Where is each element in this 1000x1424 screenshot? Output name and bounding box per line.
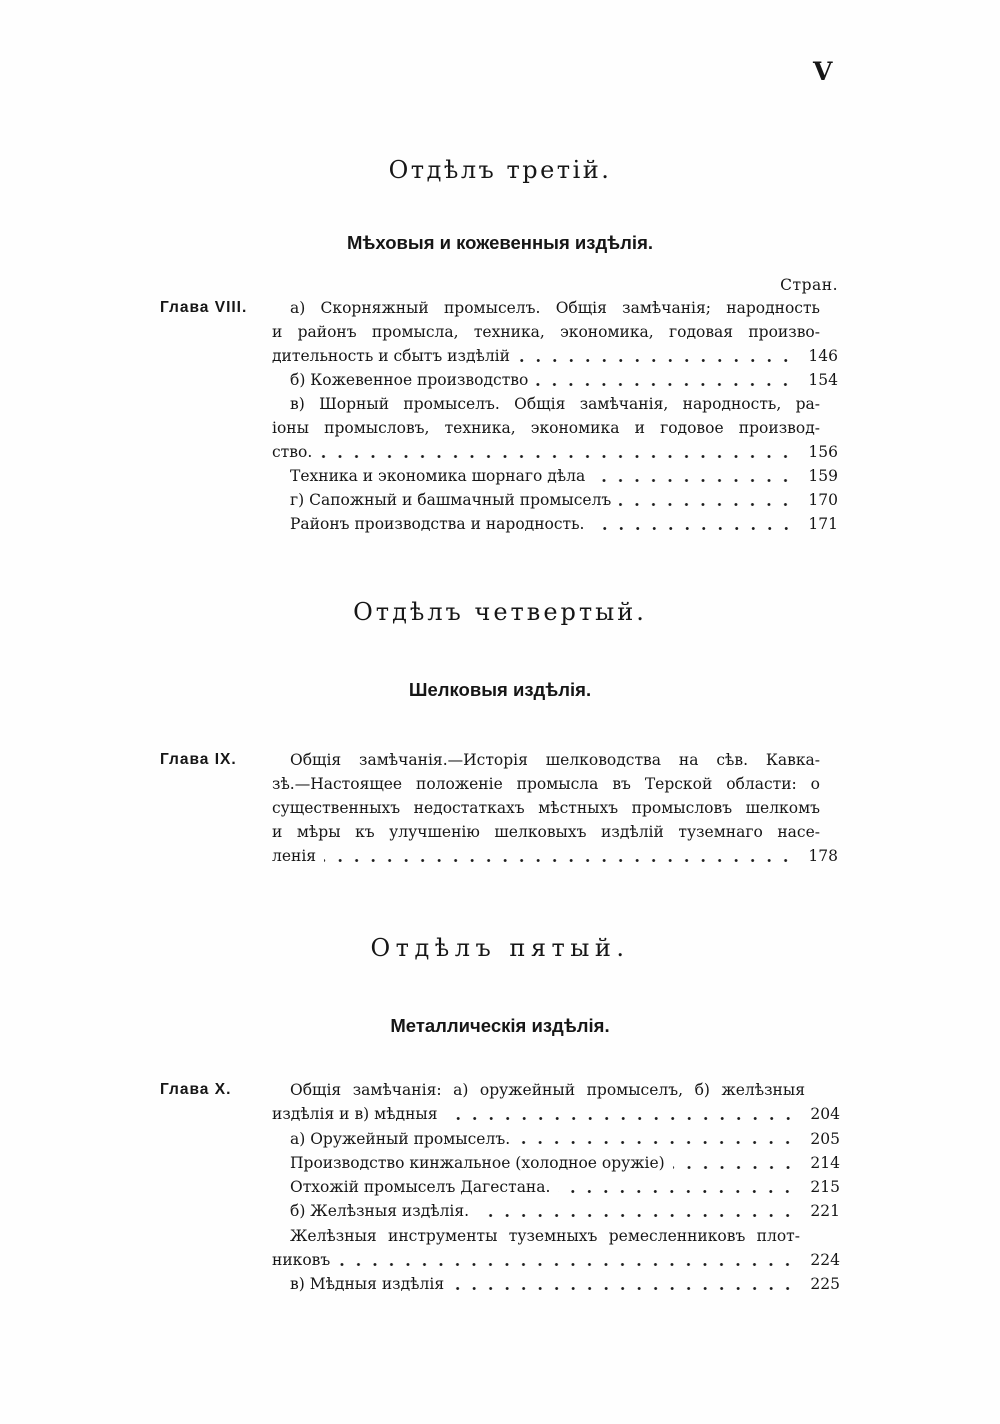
toc-page-number: 221 xyxy=(810,1202,840,1221)
toc-entry-text: Техника и экономика шорнаго дѣла xyxy=(290,467,586,485)
toc-entry xyxy=(272,844,838,868)
toc-entry-text: издѣлія и в) мѣдныя xyxy=(272,1105,438,1124)
leader-dots xyxy=(452,1272,796,1296)
toc-line: в) Шорный промыселъ. Общія замѣчанія, народность, ра- xyxy=(290,395,820,413)
toc-line: и районъ промысла, техника, экономика, годовая произво- xyxy=(272,323,820,341)
toc-entry-text: а) Оружейный промыселъ. xyxy=(290,1129,511,1148)
toc-line: іоны промысловъ, техника, экономика и годовое производ- xyxy=(272,419,820,437)
toc-line: и мѣры къ улучшенію шелковыхъ издѣлій туземнаго насе- xyxy=(272,823,820,841)
toc-entry-text: ство. xyxy=(272,443,313,461)
toc-page-number: 215 xyxy=(810,1178,840,1196)
toc-entry xyxy=(272,1248,840,1272)
toc-page-number: 170 xyxy=(808,491,838,509)
toc-page-number: 205 xyxy=(810,1129,840,1148)
toc-page-number: 178 xyxy=(808,847,838,865)
page-column-header: Стран. xyxy=(780,276,838,294)
toc-page-number: 159 xyxy=(808,467,838,485)
toc-entry xyxy=(272,368,838,392)
leader-dots xyxy=(518,1127,796,1151)
toc-entry xyxy=(272,512,838,536)
section-title: Отдѣлъ третій. xyxy=(388,156,612,184)
section-title: Отдѣлъ четвертый. xyxy=(353,598,647,626)
leader-dots xyxy=(477,1199,796,1223)
toc-line: зѣ.—Настоящее положеніе промысла въ Терской области: о xyxy=(272,775,820,793)
toc-entry-text: Районъ производства и народность. xyxy=(290,515,585,533)
leader-dots xyxy=(324,844,794,868)
leader-dots xyxy=(446,1102,796,1126)
section-subtitle: Шелковыя издѣлія. xyxy=(408,679,592,700)
toc-page-number: 214 xyxy=(810,1153,840,1172)
toc-entry-text: ленія xyxy=(272,847,317,865)
toc-page-number: 154 xyxy=(808,371,838,389)
toc-entry xyxy=(272,1151,840,1175)
chapter-label: Глава VIII. xyxy=(160,299,248,316)
section-title: Отдѣлъ пятый. xyxy=(370,934,630,962)
toc-entry-text: г) Сапожный и башмачный промыселъ xyxy=(290,491,612,509)
leader-dots xyxy=(673,1151,796,1175)
toc-entry-text: Производство кинжальное (холодное оружіе) xyxy=(290,1153,665,1172)
chapter-entries xyxy=(272,296,838,536)
toc-entry xyxy=(272,1102,840,1126)
toc-entry xyxy=(272,1199,840,1223)
leader-dots xyxy=(558,1175,796,1199)
toc-entry xyxy=(272,440,838,464)
toc-page-number: 204 xyxy=(810,1105,840,1124)
toc-page-number: 146 xyxy=(808,347,838,365)
toc-entry-text: в) Мѣдныя издѣлія xyxy=(290,1275,445,1293)
leader-dots xyxy=(536,368,794,392)
section-subtitle: Металлическія издѣлія. xyxy=(390,1015,610,1036)
toc-page-number: 156 xyxy=(808,443,838,461)
toc-entry xyxy=(272,464,838,488)
toc-entry-text: дительность и сбытъ издѣлій xyxy=(272,347,510,365)
toc-page-number: 224 xyxy=(810,1250,840,1269)
toc-entry-text: б) Кожевенное производство xyxy=(290,371,529,389)
toc-entry xyxy=(272,1127,840,1151)
toc-entry xyxy=(272,488,838,512)
leader-dots xyxy=(320,440,794,464)
chapter-entries xyxy=(272,1078,840,1296)
leader-dots xyxy=(518,344,794,368)
toc-entry-text: б) Желѣзныя издѣлія. xyxy=(290,1202,470,1221)
chapter-label: Глава IX. xyxy=(160,751,237,768)
toc-entry xyxy=(272,1272,840,1296)
section-subtitle: Мѣховыя и кожевенныя издѣлія. xyxy=(346,232,654,253)
toc-entry xyxy=(272,1175,840,1199)
toc-page-number: 225 xyxy=(810,1275,840,1293)
leader-dots xyxy=(593,512,795,536)
toc-line: а) Скорняжный промыселъ. Общія замѣчанія; народность xyxy=(290,299,820,317)
toc-line: Желѣзныя инструменты туземныхъ ремесленниковъ плот- xyxy=(290,1226,800,1245)
toc-page-number: 171 xyxy=(808,515,838,533)
chapter-label: Глава X. xyxy=(160,1081,232,1098)
leader-dots xyxy=(593,464,794,488)
toc-line: существенныхъ недостаткахъ мѣстныхъ промысловъ шелкомъ xyxy=(272,799,820,817)
toc-line: Общія замѣчанія: а) оружейный промыселъ, б) желѣзныя xyxy=(290,1081,805,1099)
toc-entry xyxy=(272,344,838,368)
toc-entry-text: Отхожій промыселъ Дагестана. xyxy=(290,1178,551,1196)
page-number: V xyxy=(813,57,833,86)
chapter-entries xyxy=(272,748,838,868)
toc-line: Общія замѣчанія.—Исторія шелководства на сѣв. Кавка- xyxy=(290,751,820,769)
leader-dots xyxy=(338,1248,796,1272)
leader-dots xyxy=(619,488,794,512)
toc-entry-text: никовъ xyxy=(272,1250,331,1269)
